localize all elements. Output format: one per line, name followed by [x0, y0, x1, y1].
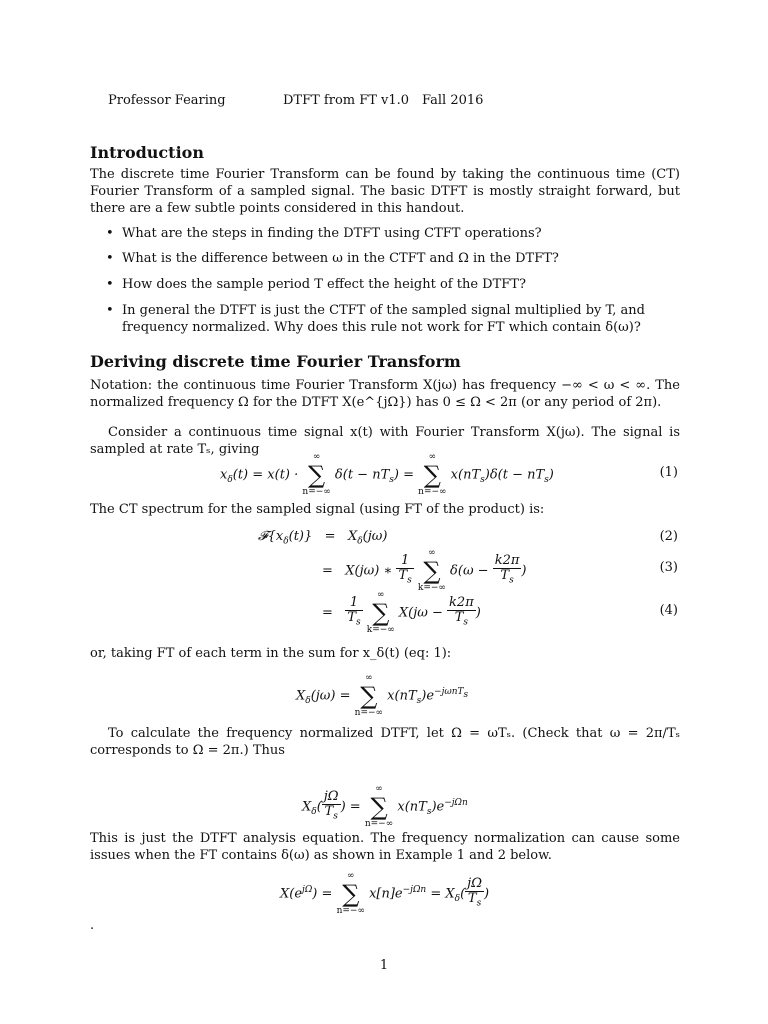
bullet-icon: • [106, 303, 114, 318]
or-taking-text: or, taking FT of each term in the sum for x_δ(t) (eq: 1): [90, 646, 452, 661]
equation-number-1: (1) [659, 465, 678, 480]
intro-heading: Introduction [90, 143, 204, 162]
bullet-text: What are the steps in finding the DTFT using CTFT operations? [122, 226, 542, 241]
equation-3: = X(jω) ∗ $\frac{1}{T_s}$ ∞ ∑ k=−∞ δ(ω − $\frac{k2\pi}{T_s}$ ) [322, 548, 527, 593]
trailing-dot: . [90, 918, 95, 933]
to-calculate-text: To calculate the frequency normalized DTFT, let Ω = ωTₛ. (Check that ω = 2π/Tₛ corresponds to Ω = 2π.) Thus [90, 726, 680, 758]
bullet-icon: • [106, 277, 114, 292]
equation-xdelta: $X_\delta(j\omega)$ = ∞ ∑ n=−∞ $x(nT_s)e^{-j\omega nT_s}$ [296, 673, 469, 718]
intro-paragraph: The discrete time Fourier Transform can be found by taking the continuous time (CT) Fourier Transform of a sampled signal. The basic DTFT is mostly straight forward, but there are a few subtle points considered in this handout. [90, 167, 680, 216]
deriving-heading: Deriving discrete time Fourier Transform [90, 352, 461, 371]
bullet-icon: • [106, 226, 114, 241]
intro-bullet [106, 225, 680, 242]
bullet-icon: • [106, 251, 114, 266]
equation-2: $𝓕\{x_\delta(t)\} = X_\delta(j\omega)$ [258, 529, 388, 547]
header-title: DTFT from FT v1.0 [283, 93, 410, 108]
equation-1: $x_\delta(t) = x(t)$ · ∞ ∑ n=−∞ $\delta(t - nT_s)$ = ∞ ∑ n=−∞ $x(nT_s)\delta(t - nT_s)$ [220, 452, 554, 497]
bullet-text: What is the difference between ω in the CTFT and Ω in the DTFT? [122, 251, 559, 266]
intro-bullet [106, 302, 680, 336]
page-number: 1 [379, 958, 389, 973]
consider-paragraph: Consider a continuous time signal x(t) with Fourier Transform X(jω). The signal is sampled at rate Tₛ, giving [90, 425, 680, 457]
bullet-text: How does the sample period T effect the height of the DTFT? [122, 277, 526, 292]
equation-4: = $\frac{1}{T_s}$ ∞ ∑ k=−∞ X(jω − $\frac{k2\pi}{T_s}$ ) [322, 590, 481, 635]
bullet-text: In general the DTFT is just the CTFT of the sampled signal multiplied by T, and frequency normalized. Why does this rule not work for FT which contain δ(ω)? [122, 303, 645, 335]
equation-number-3: (3) [659, 560, 678, 575]
analysis-text: This is just the DTFT analysis equation. The frequency normalization can cause some issues when the FT contains δ(ω) as shown in Example 1 and 2 below. [90, 831, 680, 863]
ct-spectrum-text: The CT spectrum for the sampled signal (using FT of the product) is: [90, 502, 545, 517]
equation-normalized: $X_\delta$( $\frac{j\Omega}{T_s}$ ) = ∞ ∑ n=−∞ $x(nT_s)e^{-j\Omega n}$ [302, 784, 468, 829]
notation-paragraph: Notation: the continuous time Fourier Transform X(jω) has frequency −∞ < ω < ∞. The normalized frequency Ω for the DTFT X(e^{jΩ}) has 0 ≤ Ω < 2π (or any period of 2π). [90, 378, 680, 410]
header-term: Fall 2016 [422, 93, 484, 108]
intro-bullet [106, 276, 680, 293]
equation-dtft: $X(e^{j\Omega})$ = ∞ ∑ n=−∞ $x[n]e^{-j\Omega n} = X_\delta$( $\frac{j\Omega}{T_s}$ ) [280, 871, 490, 916]
equation-number-4: (4) [659, 603, 678, 618]
intro-bullet [106, 250, 680, 267]
header-author: Professor Fearing [108, 93, 226, 108]
equation-number-2: (2) [659, 529, 678, 544]
